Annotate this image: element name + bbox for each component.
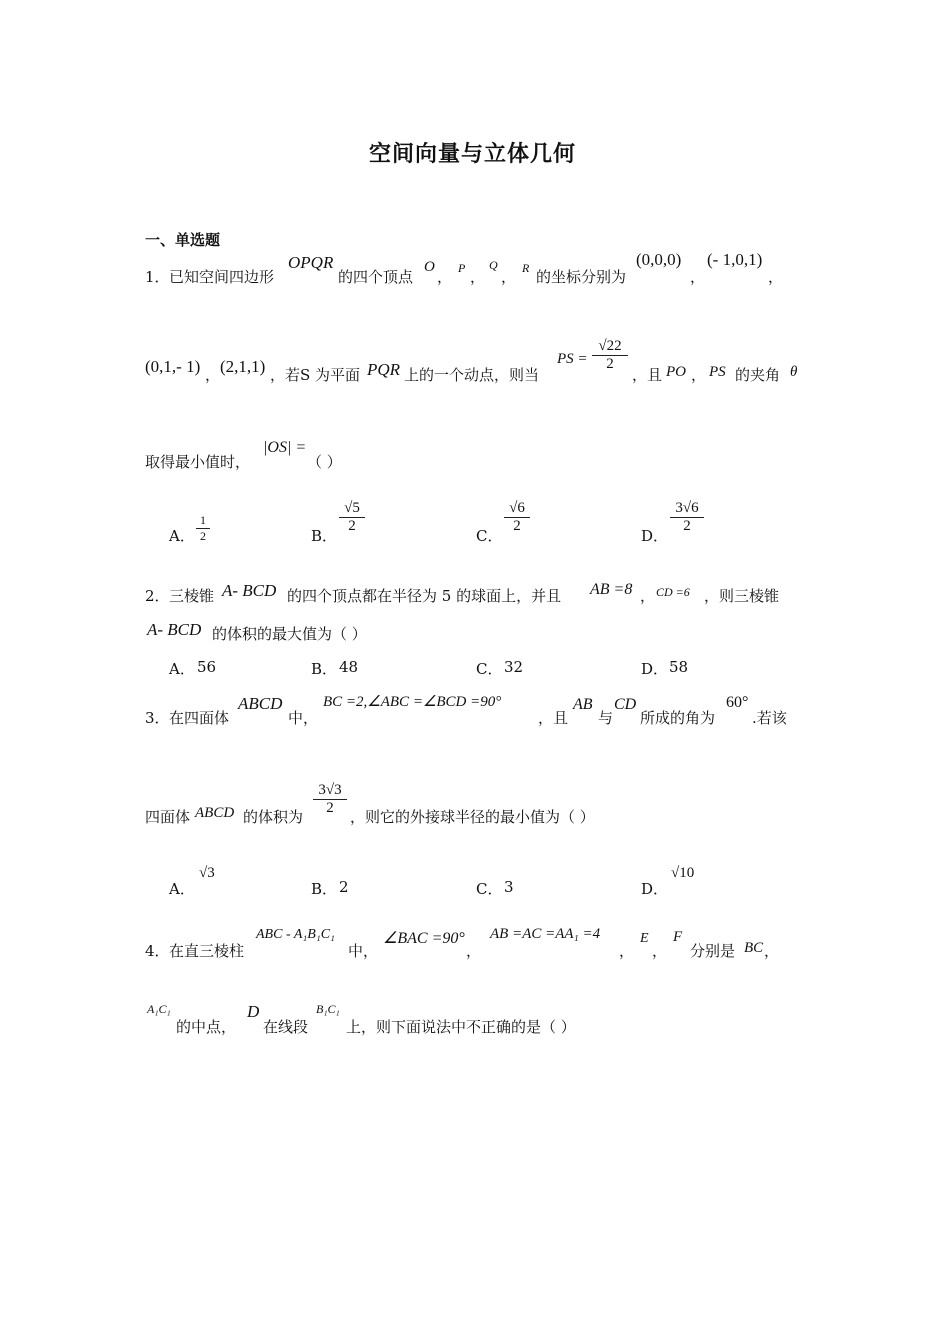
question-text: ，则三棱锥 bbox=[704, 587, 780, 605]
math-point: Q bbox=[489, 258, 498, 272]
fraction-denominator: 2 bbox=[683, 518, 691, 534]
math-expression: ∠BAC =90° bbox=[383, 930, 465, 947]
math-expression: OPQR bbox=[288, 253, 334, 272]
fraction bbox=[670, 500, 704, 535]
question-text: 上，则下面说法中不正确的是（ ） bbox=[346, 1018, 576, 1036]
question-text: ， bbox=[501, 268, 517, 286]
question-text: 的四个顶点 bbox=[338, 268, 414, 286]
fraction-denominator: 2 bbox=[348, 518, 356, 534]
question-text: ，且 bbox=[538, 709, 569, 727]
fraction bbox=[592, 338, 628, 373]
question-text: 上的一个动点，则当 bbox=[404, 366, 540, 384]
option-label: D． bbox=[641, 527, 669, 545]
question-text: ，则它的外接球半径的最小值为（ ） bbox=[350, 808, 595, 826]
fraction bbox=[196, 513, 210, 544]
question-text: 在直三棱柱 bbox=[169, 942, 245, 960]
question-text: 中， bbox=[348, 942, 379, 960]
question-text: 取得最小值时， bbox=[145, 453, 251, 471]
option-label: D． bbox=[641, 880, 669, 898]
fraction bbox=[339, 500, 365, 535]
math-expression: ABC - A₁B₁C₁ bbox=[256, 927, 335, 942]
question-text: 在四面体 bbox=[169, 709, 230, 727]
math-coordinate: (- 1,0,1) bbox=[707, 250, 763, 269]
math-symbol: θ bbox=[790, 364, 798, 380]
math-coordinate: (2,1,1) bbox=[220, 357, 266, 376]
option-value: √3 bbox=[199, 865, 215, 881]
fraction bbox=[313, 782, 347, 817]
question-text: .若该 bbox=[752, 709, 787, 727]
question-text: ， bbox=[640, 587, 656, 605]
question-text: 的坐标分别为 bbox=[536, 268, 627, 286]
math-point: R bbox=[522, 261, 530, 275]
question-text: 的中点， bbox=[176, 1018, 237, 1036]
question-text: 的四个顶点都在半径为 5 的球面上，并且 bbox=[287, 587, 562, 605]
question-text: ， bbox=[205, 366, 221, 384]
option-label: A． bbox=[169, 880, 195, 898]
math-expression: 60° bbox=[726, 694, 749, 711]
question-text: ， bbox=[437, 268, 453, 286]
option-value: √10 bbox=[671, 865, 695, 881]
option-label: B． bbox=[311, 880, 338, 898]
option-label: C． bbox=[476, 880, 503, 898]
question-text: ， bbox=[691, 366, 707, 384]
question-text: 中， bbox=[288, 709, 319, 727]
math-point: D bbox=[247, 1002, 260, 1021]
question-text: ， bbox=[690, 268, 706, 286]
option-label: B． bbox=[311, 527, 338, 545]
option-label: C． bbox=[476, 660, 503, 678]
question-number: 3． bbox=[145, 709, 170, 727]
math-expression: PS = bbox=[557, 351, 588, 367]
section-heading: 一、单选题 bbox=[145, 231, 221, 249]
math-expression: ABCD bbox=[238, 694, 283, 713]
option-value: 2 bbox=[339, 878, 349, 896]
math-expression: A₁C₁ bbox=[147, 1002, 171, 1016]
math-point: F bbox=[673, 929, 683, 945]
question-text: ， bbox=[652, 942, 668, 960]
question-text: ， bbox=[619, 942, 635, 960]
fraction-denominator: 2 bbox=[200, 529, 206, 543]
fraction-denominator: 2 bbox=[326, 800, 334, 816]
question-text: 分别是 bbox=[690, 942, 736, 960]
math-expression: PS bbox=[709, 364, 726, 380]
option-value: 48 bbox=[339, 658, 359, 676]
math-expression: A- BCD bbox=[147, 620, 202, 639]
fraction-numerator: 3√3 bbox=[313, 782, 347, 800]
math-expression: CD bbox=[614, 696, 637, 713]
fraction-numerator: 1 bbox=[196, 513, 210, 529]
math-expression: BC =2,∠ABC =∠BCD =90° bbox=[323, 694, 502, 710]
math-expression: |OS| = bbox=[263, 439, 307, 456]
question-text: ，且 bbox=[632, 366, 663, 384]
math-point: E bbox=[640, 931, 649, 946]
math-expression: B₁C₁ bbox=[316, 1002, 340, 1016]
question-text: ，若S 为平面 bbox=[270, 366, 361, 384]
question-text: ， bbox=[768, 268, 784, 286]
math-expression: CD =6 bbox=[656, 585, 690, 599]
question-text: 已知空间四边形 bbox=[169, 268, 275, 286]
question-text: 的体积为 bbox=[243, 808, 304, 826]
fraction-numerator: √6 bbox=[504, 500, 530, 518]
math-expression: AB =AC =AA₁ =4 bbox=[490, 926, 601, 942]
option-label: A． bbox=[169, 660, 195, 678]
question-text: 四面体 bbox=[145, 808, 191, 826]
fraction-numerator: √5 bbox=[339, 500, 365, 518]
math-expression: AB =8 bbox=[590, 581, 633, 598]
option-label: D． bbox=[641, 660, 669, 678]
fraction-denominator: 2 bbox=[606, 356, 614, 372]
question-text: 在线段 bbox=[263, 1018, 309, 1036]
fraction-numerator: √22 bbox=[592, 338, 628, 356]
question-text: 的夹角 bbox=[735, 366, 781, 384]
math-expression: A- BCD bbox=[222, 581, 277, 600]
page-title: 空间向量与立体几何 bbox=[369, 141, 577, 167]
question-text: ， bbox=[466, 942, 482, 960]
option-value: 56 bbox=[197, 658, 217, 676]
question-paren: （ ） bbox=[307, 453, 342, 471]
option-value: 3 bbox=[504, 878, 514, 896]
question-text: ， bbox=[764, 942, 780, 960]
fraction-numerator: 3√6 bbox=[670, 500, 704, 518]
question-number: 2． bbox=[145, 587, 170, 605]
math-coordinate: (0,0,0) bbox=[636, 250, 682, 269]
question-number: 1． bbox=[145, 268, 170, 286]
question-text: ， bbox=[470, 268, 486, 286]
math-expression: BC bbox=[744, 940, 764, 956]
math-expression: ABCD bbox=[195, 805, 235, 821]
option-label: C． bbox=[476, 527, 503, 545]
option-label: A． bbox=[169, 527, 195, 545]
fraction-denominator: 2 bbox=[513, 518, 521, 534]
option-label: B． bbox=[311, 660, 338, 678]
fraction bbox=[504, 500, 530, 535]
question-text: 所成的角为 bbox=[640, 709, 716, 727]
option-value: 32 bbox=[504, 658, 524, 676]
question-text: 的体积的最大值为（ ） bbox=[212, 625, 367, 643]
math-expression: PQR bbox=[367, 360, 401, 379]
math-point: O bbox=[424, 259, 435, 275]
math-expression: AB bbox=[573, 696, 593, 713]
math-point: P bbox=[458, 261, 466, 275]
option-value: 58 bbox=[669, 658, 689, 676]
math-coordinate: (0,1,- 1) bbox=[145, 357, 201, 376]
question-number: 4． bbox=[145, 942, 170, 960]
question-text: 与 bbox=[598, 709, 614, 727]
question-text: 三棱锥 bbox=[169, 587, 215, 605]
math-expression: PO bbox=[666, 364, 686, 380]
